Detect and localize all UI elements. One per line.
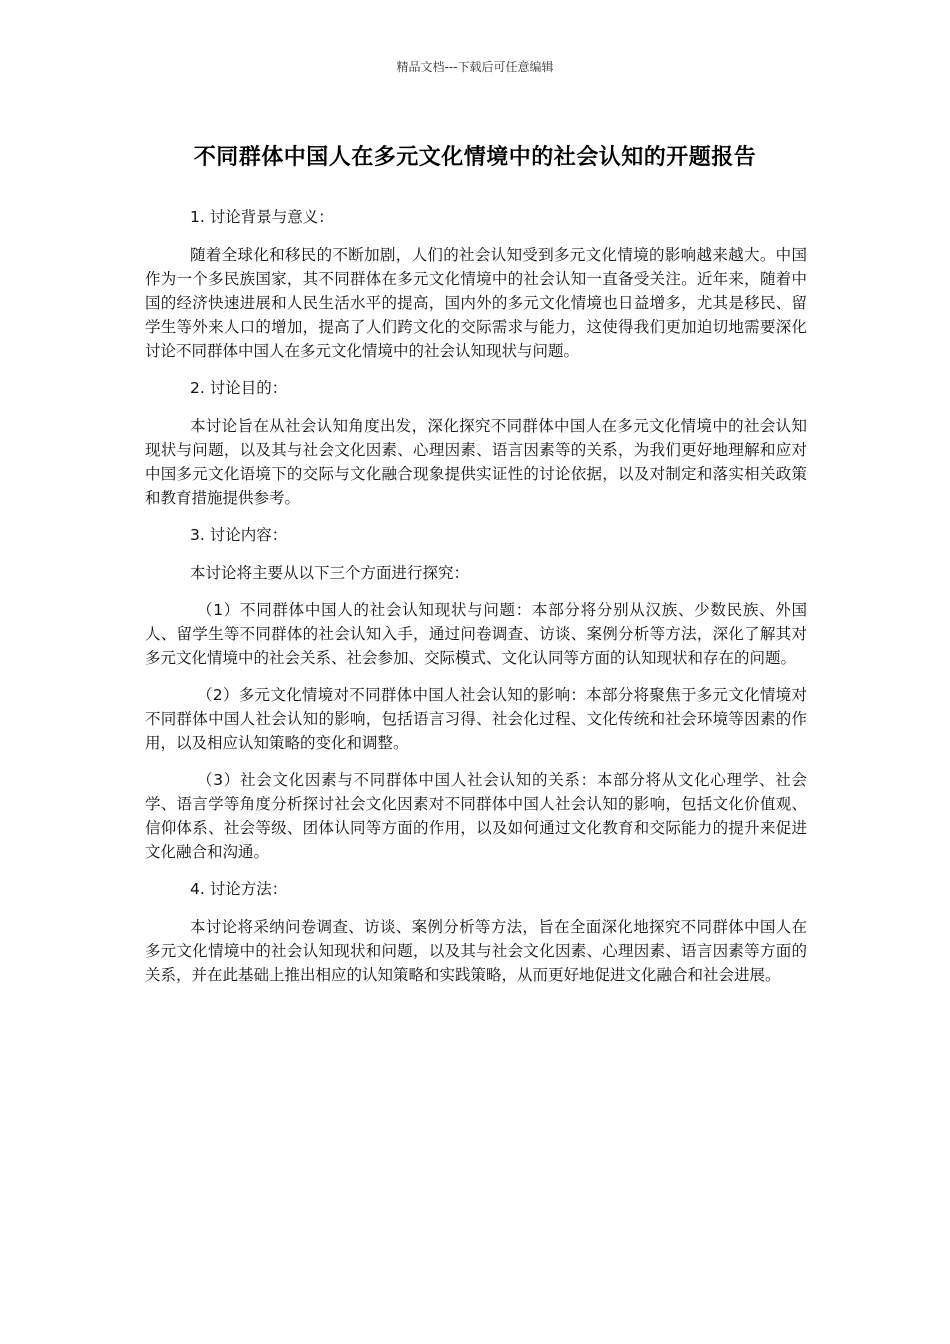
section-1-paragraph: 随着全球化和移民的不断加剧，人们的社会认知受到多元文化情境的影响越来越大。中国作为一个多民族国家，其不同群体在多元文化情境中的社会认知一直备受关注。近年来，随着中国的经济快速进展和人民生活水平的提高，国内外的多元文化情境也日益增多，尤其是移民、留学生等外来人口的增加，提高了人们跨文化的交际需求与能力，这使得我们更加迫切地需要深化讨论不同群体中国人在多元文化情境中的社会认知现状与问题。 <box>145 246 807 360</box>
document-title: 不同群体中国人在多元文化情境中的社会认知的开题报告 <box>193 145 757 170</box>
section-2-heading: 2. 讨论目的： <box>190 379 288 397</box>
section-3-item-1: （1）不同群体中国人的社会认知现状与问题：本部分将分别从汉族、少数民族、外国人、留学生等不同群体的社会认知入手，通过问卷调查、访谈、案例分析等方法，深化了解其对多元文化情境中的社会关系、社会参加、交际模式、文化认同等方面的认知现状和存在的问题。 <box>145 601 807 667</box>
document-body <box>145 205 807 1000</box>
section-2-paragraph: 本讨论旨在从社会认知角度出发，深化探究不同群体中国人在多元文化情境中的社会认知现状与问题，以及其与社会文化因素、心理因素、语言因素等的关系，为我们更好地理解和应对中国多元文化语境下的交际与文化融合现象提供实证性的讨论依据，以及对制定和落实相关政策和教育措施提供参考。 <box>145 417 807 507</box>
section-4-heading: 4. 讨论方法： <box>190 880 288 898</box>
section-1-heading: 1. 讨论背景与意义： <box>190 208 334 226</box>
section-3-item-3: （3）社会文化因素与不同群体中国人社会认知的关系：本部分将从文化心理学、社会学、语言学等角度分析探讨社会文化因素对不同群体中国人社会认知的影响，包括文化价值观、信仰体系、社会等级、团体认同等方面的作用，以及如何通过文化教育和交际能力的提升来促进文化融合和沟通。 <box>145 771 807 861</box>
section-3-heading: 3. 讨论内容： <box>190 526 288 544</box>
header-note: 精品文档---下载后可任意编辑 <box>396 60 554 74</box>
section-4-paragraph: 本讨论将采纳问卷调查、访谈、案例分析等方法，旨在全面深化地探究不同群体中国人在多元文化情境中的社会认知现状和问题，以及其与社会文化因素、心理因素、语言因素等方面的关系，并在此基础上推出相应的认知策略和实践策略，从而更好地促进文化融合和社会进展。 <box>145 918 807 984</box>
section-3-item-2: （2）多元文化情境对不同群体中国人社会认知的影响：本部分将聚焦于多元文化情境对不同群体中国人社会认知的影响，包括语言习得、社会化过程、文化传统和社会环境等因素的作用，以及相应认知策略的变化和调整。 <box>145 686 807 752</box>
section-3-intro: 本讨论将主要从以下三个方面进行探究： <box>190 564 470 582</box>
